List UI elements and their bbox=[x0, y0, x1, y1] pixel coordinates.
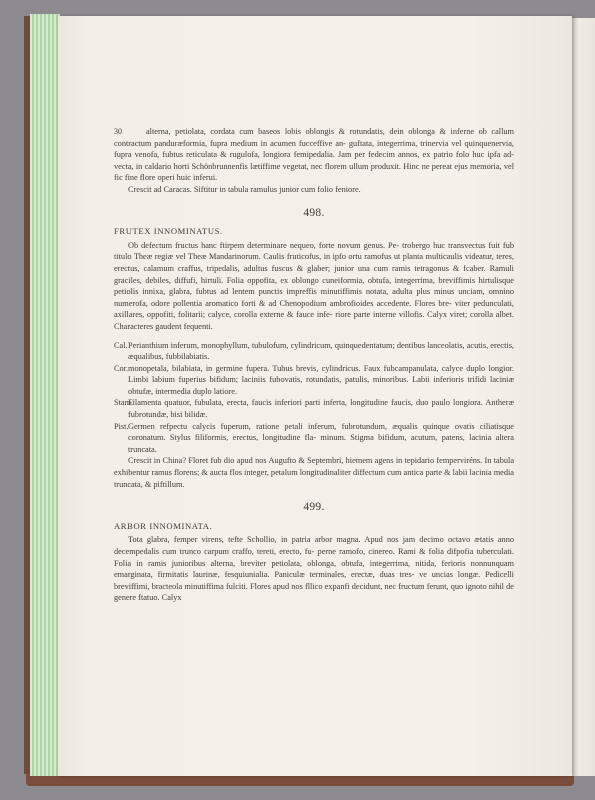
characters-list-498 bbox=[114, 340, 514, 456]
top-paragraph bbox=[114, 126, 514, 184]
description-498: Ob defectum fructus hanc ftirpem determinare nequeo, forte novum genus. Pe- trobergo huc transvectus fuit fub titulo Theæ regiæ vel Theæ Mandarinorum. Caulis fruticofus, in ipfo ortu ramofus ut planta multicaulis videatur, teres, erectus, calamum craffus, tripedalis, adultus fuscus & glaber; junior una cum ramis tetragonus & fcaber. Ramuli graciles, debiles, diffufi, hirtuli. Folia oppofita, ex oblongo cuneiformia, obtufa, integerrima, breviffimis hirtulisque petiolis innixa, glabra, fubtus ad lentem punctis impreffis minutiffimis notata, adulta plus minus unciam, omnino numerofa, odore pollentia aromatico forti & ad Chenopodium ambrofioides accedente. Flores bre- viter pedunculati, axillares, oppofiti, folitarii; calyce, corolla externe & fauce infe- riore parte interne villofis. Calyx viret; corolla albet. Characteres gaudent fequenti. bbox=[114, 240, 514, 331]
character-label: Stam. bbox=[114, 398, 134, 408]
character-text: Germen refpectu calycis fuperum, ratione petali inferum, fubrotundum, æqualis quinque ovatis ciliatisque coronatum. Stylus filiformis, erectus, longitudine fla- minum. Stigma bifidum, acutum, patens, lacinia altera truncata. bbox=[128, 421, 514, 454]
top-line-6: Hinc ne pereat ejus memoria, vel fic fine flore operi huic inferui. bbox=[114, 161, 514, 183]
character-text: Filamenta quatuor, fubulata, erecta, faucis inferiori parti inferta, longitudine faucis, duo paulo longiora. Antheræ fubrotundæ, bisi bilidæ. bbox=[128, 398, 514, 420]
section-title-498: FRUTEX INNOMINATUS. bbox=[114, 226, 223, 237]
character-row bbox=[114, 340, 514, 363]
character-label: Pist. bbox=[114, 421, 129, 431]
top-line-5: vecta, in caldario horti Schönbrunnenfis lætiffime vegetat, nec florem ullum produxit. bbox=[114, 161, 401, 171]
section-title-499: ARBOR INNOMINATA. bbox=[114, 520, 213, 531]
top-line-1: alterna, petiolata, cordata cum baseos lobis oblongis & rotundatis, dein oblonga & bbox=[146, 127, 446, 136]
top-line-3: guftata, integerrima, trinervia vel quinquenervia, fupra venofa, fubtus reticulata & bbox=[114, 138, 514, 160]
character-row bbox=[114, 363, 514, 398]
character-row bbox=[114, 421, 514, 456]
top-paragraph-end: Crescit ad Caracas. Siftitur in tabula ramulus junior cum folio feniore. bbox=[128, 184, 361, 194]
page-content bbox=[114, 126, 514, 604]
page-number: 30 bbox=[114, 127, 122, 136]
description-499: Tota glabra, femper virens, tefte Schollio, in patria arbor magna. Apud nos jam decimo octavo ætatis anno decempedalis cum trunco carpum craffo, tereti, erecto, fu- perne ramofo, cinereo. Rami & folia difpofia tuberculati. Folia in ramis junioribus alterna, breviter petiolata, oblonga, obtufa, integerrima, nitida, ferioris nonnunquam emarginata, firmitatis laurinæ, fesquiunialia. Paniculæ terminales, erectæ, duas tres- ve uncias longæ. Pedicelli breviffimi, bracteola minutiffima fulciti. Flores apud nos fllico expanfi decidunt, nec fructum ferunt, quo ignoto nihil de genere ftatuo. Calyx bbox=[114, 535, 514, 603]
page-stack-edge bbox=[30, 14, 60, 776]
character-label: Cal. bbox=[114, 340, 128, 350]
top-line-2: inferne ob callum contractum panduræformia, fupra medium in acumen fucceffive an- bbox=[114, 127, 514, 148]
character-row bbox=[114, 397, 514, 420]
top-line-4: rugulofa, longiora femipedalia. Jam per fedecim annos, ex patrio folo huc ipfa ad- bbox=[229, 150, 514, 160]
character-label: Cor. bbox=[114, 363, 129, 373]
character-text: Perianthium inferum, monophyllum, tubulofum, cylindricum, quinquedentatum; dentibus lanceolatis, acutis, erectis, æqualibus, fubbilabiatis. bbox=[128, 340, 514, 362]
closing-498: Crescit in China? Floret fub dio apud nos Augufto & Septembri, hiemem agens in tepidario femperviréns. In tabula exhibentur ramus florens; & aucta flos integer, petalum longitudinaliter diffectum cum antica parte & labii lacinia media truncata, & piftillum. bbox=[114, 456, 514, 489]
section-number-499: 499. bbox=[303, 501, 325, 514]
section-number-498: 498. bbox=[303, 206, 325, 219]
facing-page-edge bbox=[572, 18, 595, 776]
character-text: monopetala, bilabiata, in germine fupera. Tubus brevis, cylindricus. Faux fubcampanulata, calyce duplo longior. Limbi labium fuperius bifidum; laciniis fubovatis, rotundatis, patulis, minoribus. Labii inferioris trifidi laciniæ obtufæ, intermedia duplo latiore. bbox=[128, 363, 514, 396]
